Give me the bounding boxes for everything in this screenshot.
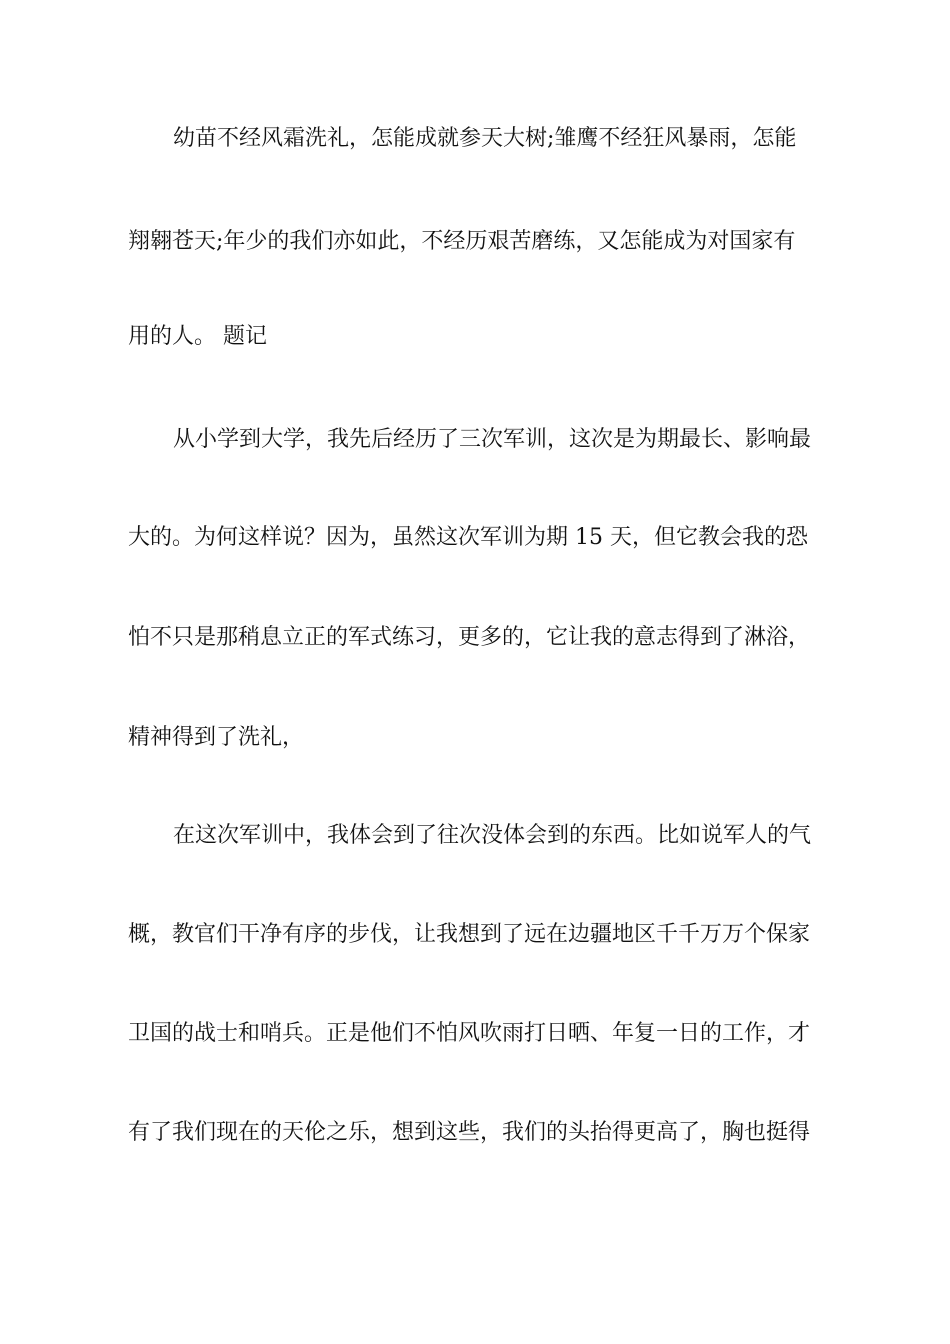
paragraph-2-line-3: 怕不只是那稍息立正的军式练习，更多的，它让我的意志得到了淋浴，: [128, 625, 811, 650]
paragraph-1-line-3: 用的人。 题记: [128, 324, 267, 349]
paragraph-3-line-4: 有了我们现在的天伦之乐，想到这些，我们的头抬得更高了，胸也挺得: [128, 1120, 811, 1145]
paragraph-3-line-1: 在这次军训中，我体会到了往次没体会到的东西。比如说军人的气: [173, 823, 812, 848]
paragraph-2-line-4: 精神得到了洗礼，: [128, 725, 305, 750]
paragraph-3-line-3: 卫国的战士和哨兵。正是他们不怕风吹雨打日晒、年复一日的工作，才: [128, 1021, 811, 1046]
paragraph-2-line-2: 大的。为何这样说？因为，虽然这次军训为期 15 天，但它教会我的恐: [128, 525, 808, 550]
paragraph-2-line-1: 从小学到大学，我先后经历了三次军训，这次是为期最长、影响最: [173, 427, 812, 452]
paragraph-3-line-2: 概，教官们干净有序的步伐，让我想到了远在边疆地区千千万万个保家: [128, 922, 811, 947]
paragraph-1-line-2: 翔翱苍天;年少的我们亦如此，不经历艰苦磨练，又怎能成为对国家有: [128, 229, 796, 254]
paragraph-1-line-1: 幼苗不经风霜洗礼，怎能成就参天大树;雏鹰不经狂风暴雨，怎能: [173, 126, 797, 151]
